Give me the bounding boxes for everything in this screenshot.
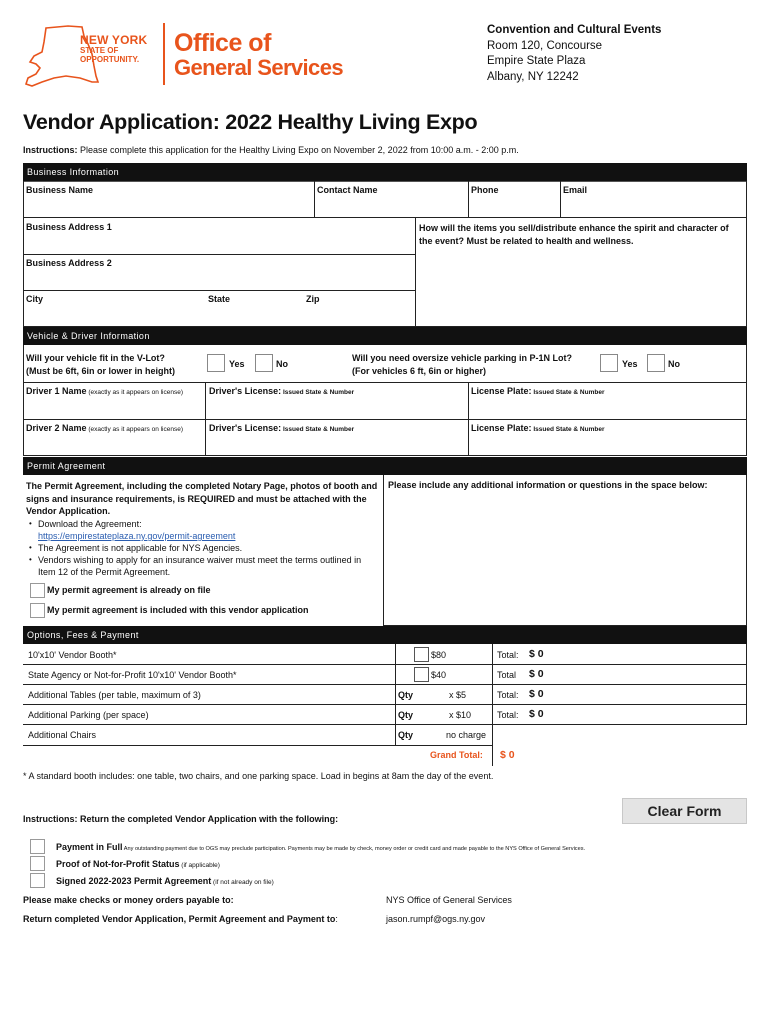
permit-agreement-link[interactable]: https://empirestateplaza.ny.gov/permit-agreement [38,531,236,541]
city-input[interactable] [25,305,203,325]
driver2-name-input[interactable] [25,434,203,454]
grand-total-label: Grand Total: [430,750,483,760]
driver1-license-label: Driver's License: Issued State & Number [209,386,355,396]
driver2-license-input[interactable] [207,434,466,454]
parking-qty-label: Qty [398,710,414,720]
tables-total[interactable]: $ 0 [529,688,544,700]
nonprofit-booth-total[interactable]: $ 0 [529,668,544,680]
office-address [487,23,661,85]
phone-label: Phone [471,185,499,195]
booth-footnote: * A standard booth includes: one table, two chairs, and one parking space. Load in begins at 8am the day of the event. [23,771,494,781]
permit-on-file-label: My permit agreement is already on file [47,585,211,595]
section-vehicle-driver: Vehicle & Driver Information [23,327,747,345]
oversize-yes-checkbox[interactable] [600,354,618,372]
fee-row-vendor-booth: 10'x10' Vendor Booth* [28,650,117,660]
nonprofit-proof-checkbox[interactable] [30,856,45,871]
clear-form-button[interactable]: Clear Form [622,798,747,824]
phone-input[interactable] [470,196,558,216]
email-label: Email [563,185,588,195]
additional-info-label: Please include any additional information or questions in the space below: [388,480,708,490]
driver1-name-label: Driver 1 Name (exactly as it appears on license) [26,386,184,396]
address-dept: Convention and Cultural Events [487,24,662,36]
driver1-plate-input[interactable] [470,397,745,418]
parking-qty-input[interactable] [416,706,444,722]
vlot-yes-label: Yes [229,359,245,369]
driver2-plate-input[interactable] [470,434,745,454]
vendor-booth-total[interactable]: $ 0 [529,648,544,660]
vlot-question-line1: Will your vehicle fit in the V-Lot? [26,353,165,363]
tables-total-label: Total: [497,690,519,700]
signed-permit-label: Signed 2022-2023 Permit Agreement (if not already on file) [56,876,274,886]
nonprofit-booth-total-label: Total [497,670,517,680]
zip-input[interactable] [305,305,413,325]
vlot-no-label: No [276,359,288,369]
oversize-yes-label: Yes [622,359,638,369]
business-address2-input[interactable] [25,269,413,289]
permit-bullets [28,518,380,578]
section-business-info: Business Information [23,163,747,181]
ogs-logo-line1: Office of [174,29,271,57]
state-label: State [208,294,231,304]
vendor-booth-total-label: Total: [497,650,519,660]
business-address2-label: Business Address 2 [26,258,112,268]
return-to-email: jason.rumpf@ogs.ny.gov [386,914,486,924]
driver2-plate-label: License Plate: Issued State & Number [471,423,605,433]
parking-price: x $10 [449,710,472,720]
nonprofit-booth-checkbox[interactable] [414,667,429,682]
nonprofit-proof-label: Proof of Not-for-Profit Status (if applicable) [56,859,220,869]
contact-name-input[interactable] [316,196,466,216]
permit-bullet-nys: • The Agreement is not applicable for NYS Agencies. [28,542,380,554]
chairs-qty-label: Qty [398,730,414,740]
checks-payable-value: NYS Office of General Services [386,895,512,905]
logo-divider [163,23,165,85]
oversize-question-line2: (For vehicles 6 ft, 6in or higher) [352,366,487,376]
vendor-booth-checkbox[interactable] [414,647,429,662]
business-name-input[interactable] [25,196,312,216]
permit-bullet-download: • Download the Agreement: https://empirestateplaza.ny.gov/permit-agreement [28,518,380,542]
zip-label: Zip [306,294,320,304]
checks-payable-label: Please make checks or money orders payable to: [23,895,234,905]
permit-on-file-checkbox[interactable] [30,583,45,598]
email-input[interactable] [562,196,744,216]
fee-row-tables: Additional Tables (per table, maximum of 3) [28,690,201,700]
additional-info-textarea[interactable] [385,494,745,624]
instructions-text: Please complete this application for the Healthy Living Expo on November 2, 2022 from 10:00 a.m. - 2:00 p.m. [77,145,519,155]
return-to-label: Return completed Vendor Application, Permit Agreement and Payment to: [23,914,338,924]
section-permit-agreement: Permit Agreement [23,457,747,475]
tables-qty-input[interactable] [416,686,444,702]
tables-qty-label: Qty [398,690,414,700]
vlot-question-line2: (Must be 6ft, 6in or lower in height) [26,366,176,376]
ny-logo-line1: NEW YORK [80,33,148,47]
health-wellness-textarea[interactable] [417,248,745,325]
vendor-booth-price: $80 [431,650,447,660]
payment-full-label: Payment in Full Any outstanding payment due to OGS may preclude participation. Payments may be made by check, money order or credit card and made payable to the NYS Office of General Services. [56,842,586,852]
return-instructions: Instructions: Return the completed Vendor Application with the following: [23,814,339,824]
parking-total[interactable]: $ 0 [529,708,544,720]
fee-row-parking: Additional Parking (per space) [28,710,149,720]
business-address1-label: Business Address 1 [26,222,112,232]
permit-bullet-waiver: • Vendors wishing to apply for an insurance waiver must meet the terms outlined in Item 12 of the Permit Agreement. [28,554,380,578]
fee-row-nonprofit-booth: State Agency or Not-for-Profit 10'x10' Vendor Booth* [28,670,237,680]
contact-name-label: Contact Name [317,185,378,195]
oversize-no-label: No [668,359,680,369]
ny-logo-line2: STATE OF [80,46,119,55]
driver1-plate-label: License Plate: Issued State & Number [471,386,605,396]
vlot-no-checkbox[interactable] [255,354,273,372]
signed-permit-checkbox[interactable] [30,873,45,888]
oversize-question [352,352,572,378]
business-name-label: Business Name [26,185,94,195]
city-label: City [26,294,44,304]
ny-logo-line3: OPPORTUNITY. [80,55,140,64]
payment-full-checkbox[interactable] [30,839,45,854]
permit-included-checkbox[interactable] [30,603,45,618]
driver2-license-label: Driver's License: Issued State & Number [209,423,355,433]
ogs-logo-line2: General Services [174,55,343,80]
page-title: Vendor Application: 2022 Healthy Living Expo [23,110,478,134]
parking-total-label: Total: [497,710,519,720]
driver1-license-input[interactable] [207,397,466,418]
address-city: Albany, NY 12242 [487,70,579,83]
address-building: Empire State Plaza [487,55,586,67]
instructions [23,145,519,155]
permit-included-label: My permit agreement is included with this vendor application [47,605,309,615]
nonprofit-booth-price: $40 [431,670,447,680]
permit-requirement-text: The Permit Agreement, including the completed Notary Page, photos of booth and signs and insurance requirements, is REQUIRED and must be attached with the Vendor Application. [26,481,378,516]
fee-row-chairs: Additional Chairs [28,730,97,740]
oversize-no-checkbox[interactable] [647,354,665,372]
driver2-name-label: Driver 2 Name (exactly as it appears on license) [26,423,184,433]
chairs-qty-input[interactable] [416,726,444,742]
instructions-label: Instructions: [23,145,78,155]
driver1-name-input[interactable] [25,397,203,418]
health-wellness-question: How will the items you sell/distribute enhance the spirit and character of the event? Must be related to health and wellness. [419,223,729,246]
address-room: Room 120, Concourse [487,39,603,52]
tables-price: x $5 [449,690,467,700]
oversize-question-line1: Will you need oversize vehicle parking in P-1N Lot? [352,353,572,363]
grand-total-value[interactable]: $ 0 [500,749,515,761]
vlot-question [26,352,175,378]
vlot-yes-checkbox[interactable] [207,354,225,372]
chairs-price: no charge [446,730,487,740]
business-address1-input[interactable] [25,233,413,253]
section-fees-payment: Options, Fees & Payment [23,626,747,644]
state-input[interactable] [207,305,302,325]
